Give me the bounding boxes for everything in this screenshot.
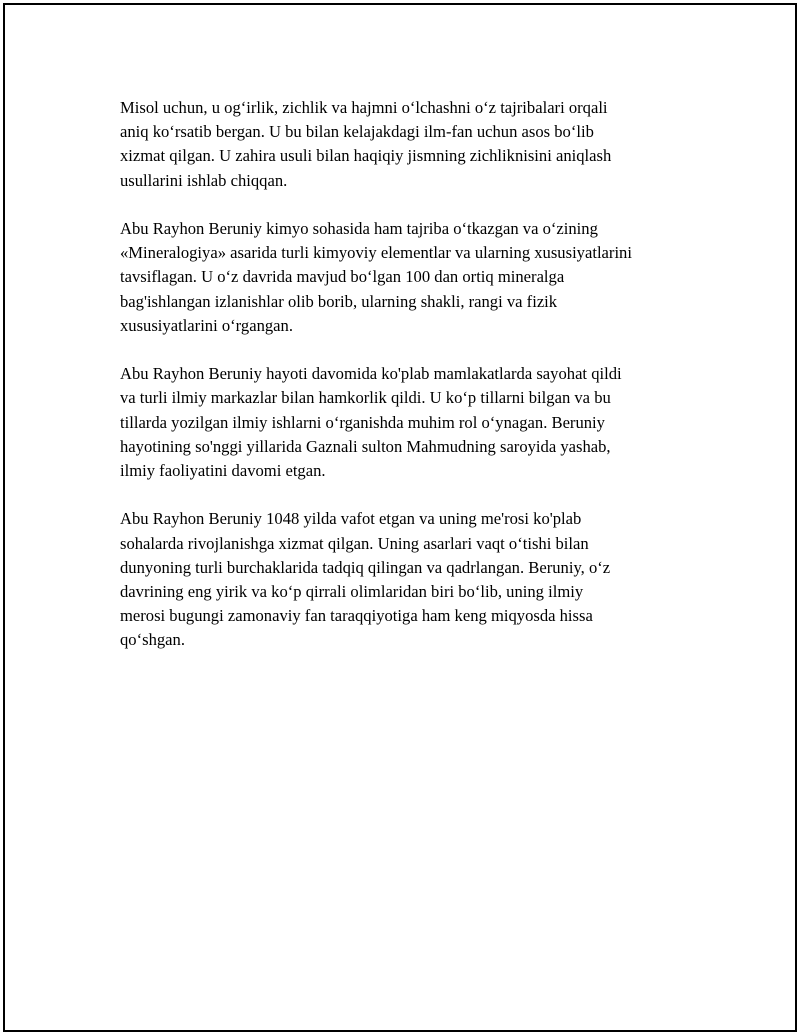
paragraph-1 [120,96,695,193]
text-line: ilmiy faoliyatini davomi etgan. [120,461,326,481]
text-line: xususiyatlarini oʻrgangan. [120,315,293,335]
text-line: qoʻshgan. [120,630,185,650]
text-line: «Mineralogiya» asarida turli kimyoviy elementlar va ularning xususiyatlarini [120,243,632,263]
text-line: merosi bugungi zamonaviy fan taraqqiyotiga ham keng miqyosda hissa [120,606,593,626]
text-line: dunyoning turli burchaklarida tadqiq qilingan va qadrlangan. Beruniy, oʻz [120,557,611,577]
text-line: Misol uchun, u ogʻirlik, zichlik va hajmni oʻlchashni oʻz tajribalari orqali [120,98,608,117]
text-line: Abu Rayhon Beruniy 1048 yilda vafot etgan va uning me'rosi ko'plab [120,509,582,529]
text-line: xizmat qilgan. U zahira usuli bilan haqiqiy jismning zichliknisini aniqlash [120,146,612,166]
text-line: usullarini ishlab chiqqan. [120,170,288,190]
text-line: bag'ishlangan izlanishlar olib borib, ularning shakli, rangi va fizik [120,291,558,311]
text-line: aniq koʻrsatib bergan. U bu bilan kelajakdagi ilm-fan uchun asos boʻlib [120,122,594,142]
text-line: Abu Rayhon Beruniy hayoti davomida ko'plab mamlakatlarda sayohat qildi [120,364,622,384]
paragraph-3 [120,362,695,483]
paragraph-2 [120,217,695,338]
text-line: davrining eng yirik va koʻp qirrali olimlaridan biri boʻlib, uning ilmiy [120,582,584,602]
document-page [3,3,797,1032]
text-line: tillarda yozilgan ilmiy ishlarni oʻrganishda muhim rol oʻynagan. Beruniy [120,412,605,432]
text-line: tavsiflagan. U oʻz davrida mavjud boʻlgan 100 dan ortiq mineralga [120,267,565,287]
text-line: sohalarda rivojlanishga xizmat qilgan. Uning asarlari vaqt oʻtishi bilan [120,533,589,553]
text-line: hayotining so'nggi yillarida Gaznali sulton Mahmudning saroyida yashab, [120,436,611,456]
text-line: va turli ilmiy markazlar bilan hamkorlik qildi. U koʻp tillarni bilgan va bu [120,388,611,408]
text-line: Abu Rayhon Beruniy kimyo sohasida ham tajriba oʻtkazgan va oʻzining [120,219,598,238]
document-body [120,96,695,677]
paragraph-4 [120,507,695,652]
